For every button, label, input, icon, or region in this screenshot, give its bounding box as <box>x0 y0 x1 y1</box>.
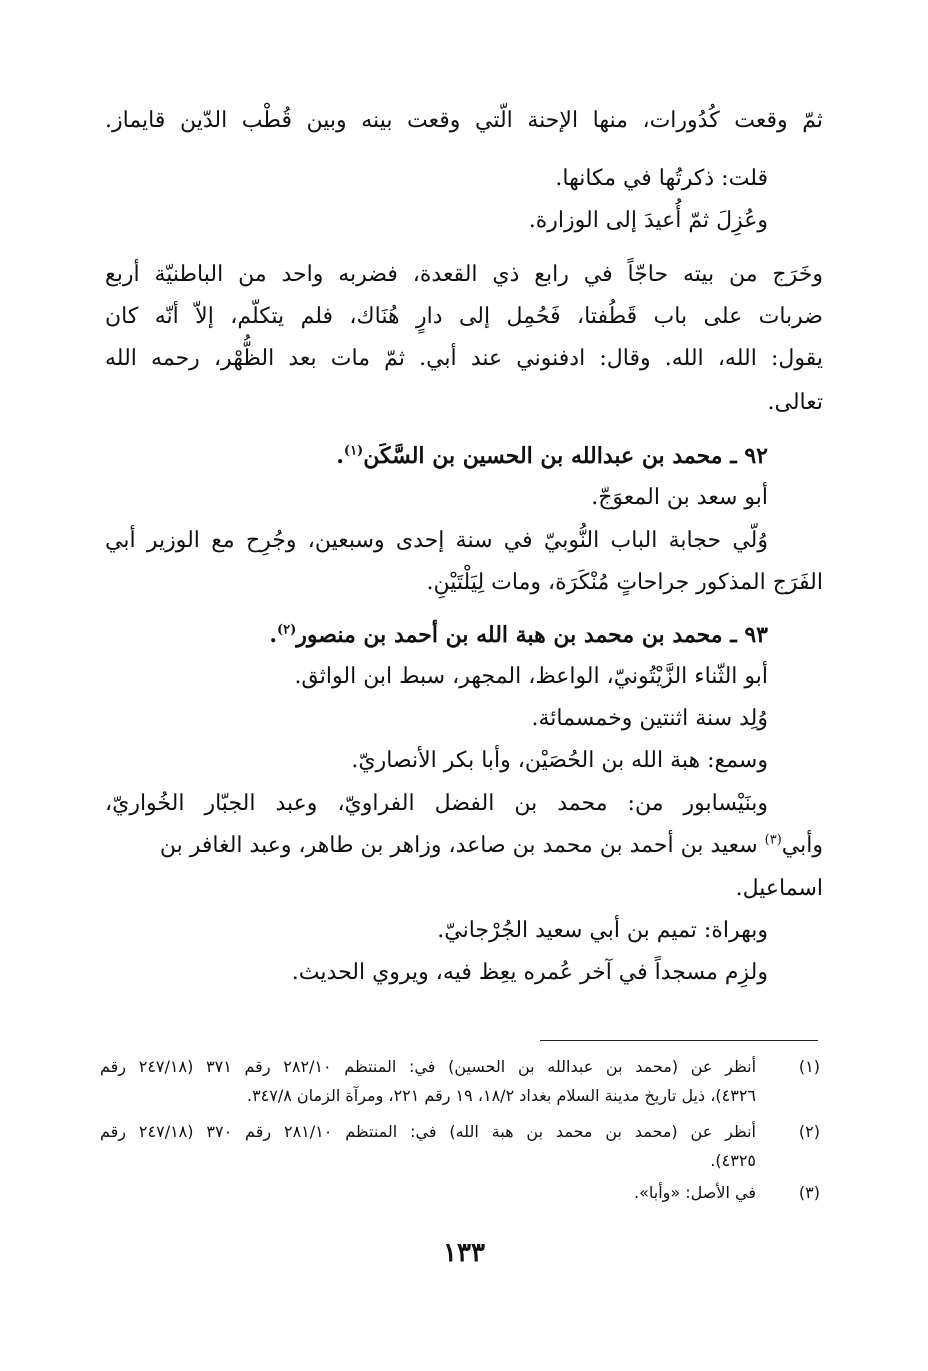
heading-end: . <box>269 622 277 648</box>
text-line: اسماعيل. <box>735 876 823 901</box>
text-line: ضربات على باب قَطُفتا، فَحُمِل إلى دارٍ هُنَاك، فلم يتكلّم، إلاّ أنّه كان <box>105 304 823 329</box>
text-line: تعالى. <box>767 390 823 415</box>
text-line: وخَرَج من بيته حاجّاً في رابع ذي القعدة، فضربه واحد من الباطنيّة أربع <box>105 262 823 287</box>
text-line: قلت: ذكرتُها في مكانها. <box>555 166 768 191</box>
page-number: ١٣٣ <box>443 1238 485 1268</box>
footnote-separator <box>540 1040 818 1041</box>
entry-92-heading <box>336 441 768 471</box>
footnote-number: (٢) <box>798 1122 820 1141</box>
entry-heading-text: ٩٢ ـ محمد بن عبدالله بن الحسين بن السَّكَن <box>363 443 768 469</box>
footnote-ref: (٣) <box>764 832 782 848</box>
footnote-text: أنظر عن (محمد بن عبدالله بن الحسين) في: المنتظم ٢٨٢/١٠ رقم ٣٧١ (٢٤٧/١٨ رقم <box>100 1057 757 1076</box>
footnote-text: ٤٣٢٦)، ذيل تاريخ مدينة السلام بغداد ١٨/٢، ١٩ رقم ٢٢١، ومرآة الزمان ٣٤٧/٨. <box>246 1086 756 1105</box>
text-line: وُلّي حجابة الباب النُّوبيّ في سنة إحدى وسبعين، وجُرِح مع الوزير أبي <box>105 528 768 553</box>
footnote-number: (٣) <box>798 1183 820 1202</box>
footnote-text: أنظر عن (محمد بن محمد بن هبة الله) في: المنتظم ٢٨١/١٠ رقم ٣٧٠ (٢٤٧/١٨ رقم <box>100 1122 756 1141</box>
entry-heading-text: ٩٣ ـ محمد بن محمد بن هبة الله بن أحمد بن منصور <box>296 622 768 648</box>
entry-93-heading <box>269 620 768 650</box>
text-line: أبو سعد بن المعوَجّ. <box>591 485 768 510</box>
text-line: وعُزِلَ ثمّ أُعيدَ إلى الوزارة. <box>528 208 768 233</box>
text-line: وبنَيْسابور من: محمد بن الفضل الفراويّ، وعبد الجبّار الخُواريّ، <box>105 791 768 816</box>
text-line: أبو الثّناء الزَّيْتُونيّ، الواعظ، المجهر، سبط ابن الواثق. <box>294 664 768 689</box>
text-line: ثمّ وقعت كُدُورات، منها الإحنة الّتي وقعت بينه وبين قُطْب الدّين قايماز. <box>105 108 823 133</box>
heading-end: . <box>336 443 344 469</box>
text-line: يقول: الله، الله. وقال: ادفنوني عند أبي. ثمّ مات بعد الظُّهْر، رحمه الله <box>105 346 823 371</box>
text-line: وبهراة: تميم بن أبي سعيد الجُرْجانيّ. <box>437 918 768 943</box>
text-segment: سعيد بن أحمد بن محمد بن صاعد، وزاهر بن طاهر، وعبد الغافر بن <box>159 833 765 858</box>
text-line: وسمع: هبة الله بن الحُصَيْن، وأبا بكر الأنصاريّ. <box>351 748 768 773</box>
text-line: ولزِم مسجداً في آخر عُمره يعِظ فيه، ويروي الحديث. <box>291 960 768 985</box>
footnote-ref: (٢) <box>276 622 297 638</box>
text-line: الفَرَج المذكور جراحاتٍ مُنْكَرَة، ومات لِيَلْتَيْنِ. <box>426 570 823 595</box>
footnote-text: في الأصل: «وأبا». <box>634 1183 756 1202</box>
text-line: وُلِد سنة اثنتين وخمسمائة. <box>531 706 768 731</box>
footnote-number: (١) <box>798 1057 820 1076</box>
text-segment: وأبي <box>781 833 823 858</box>
footnote-ref: (١) <box>343 443 364 459</box>
text-line <box>160 831 823 861</box>
footnote-text: ٤٣٢٥). <box>710 1151 756 1170</box>
